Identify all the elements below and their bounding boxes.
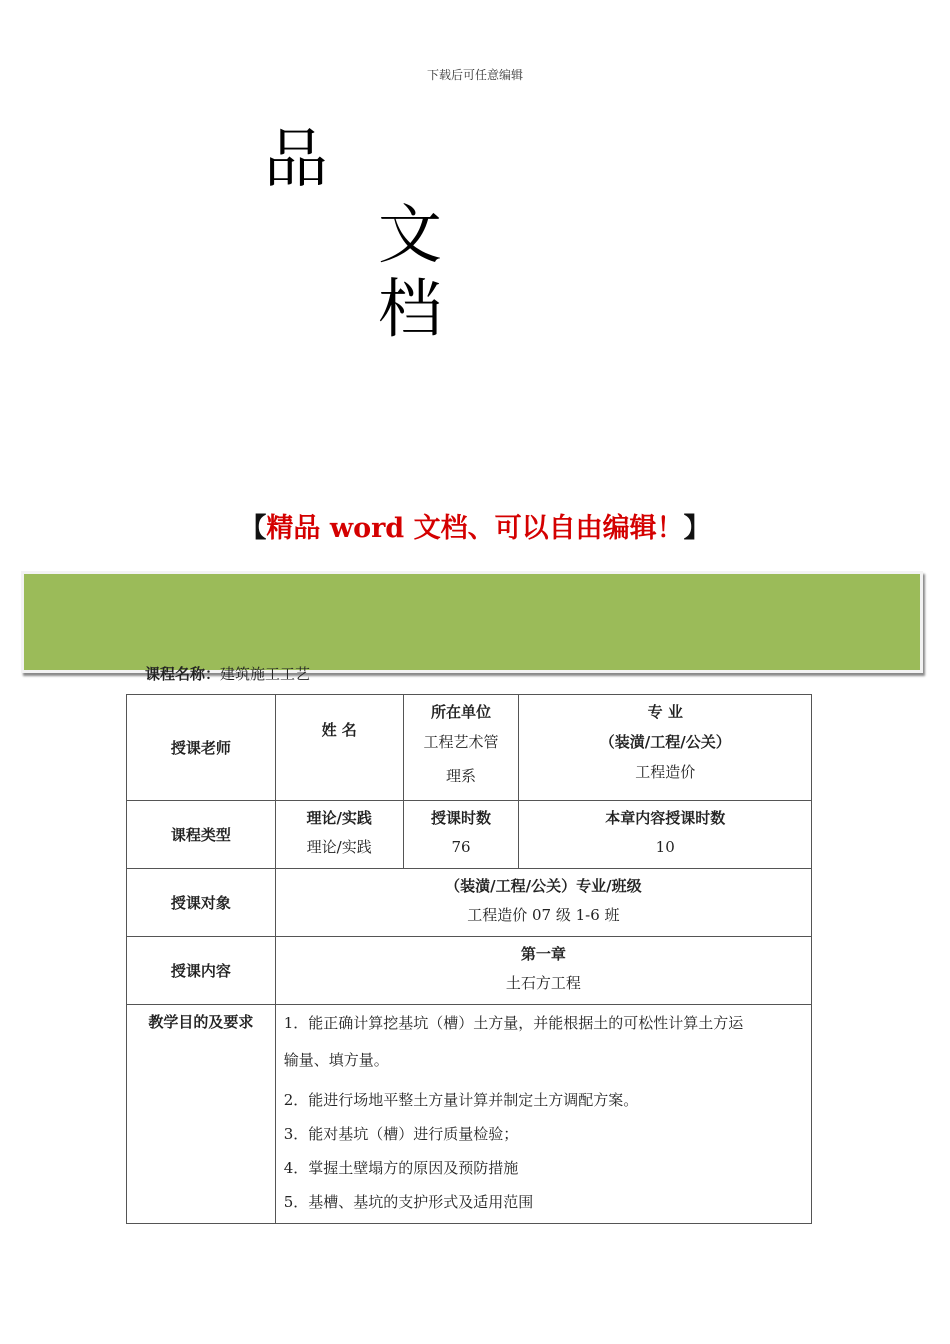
content-value: 土石方工程	[505, 974, 581, 992]
goal-item: 4．掌握土壁塌方的原因及预防措施	[283, 1159, 519, 1177]
green-header-box	[21, 571, 923, 673]
goal-item: 1．能正确计算挖基坑（槽）土方量，并能根据土的可松性计算土方运	[283, 1014, 744, 1032]
hours-value: 76	[451, 838, 471, 856]
title-char-dang: 档	[378, 273, 442, 347]
unit-value-2: 理系	[446, 767, 477, 785]
banner-bracket-left: 【	[239, 513, 267, 544]
promo-banner	[0, 506, 950, 545]
table-row-teacher	[127, 695, 812, 801]
course-name-label: 课程名称：	[145, 665, 221, 683]
goals-label: 教学目的及要求	[127, 1005, 276, 1224]
goal-item: 3．能对基坑（槽）进行质量检验；	[283, 1125, 519, 1143]
course-name-line	[145, 663, 310, 684]
unit-cell	[403, 695, 519, 801]
audience-label: 授课对象	[127, 869, 276, 937]
banner-text: 精品 word 文档、可以自由编辑！	[266, 513, 684, 544]
hours-label: 授课时数	[431, 809, 492, 827]
goal-item: 输量、填方量。	[283, 1051, 389, 1069]
type-cell	[275, 801, 403, 869]
table-row-goals	[127, 1005, 812, 1224]
course-type-label: 课程类型	[127, 801, 276, 869]
table-row-audience	[127, 869, 812, 937]
unit-value-1: 工程艺术管	[423, 733, 499, 751]
major-value: 工程造价	[635, 763, 696, 781]
audience-value: 工程造价 07 级 1-6 班	[467, 906, 620, 924]
table-row-course-type	[127, 801, 812, 869]
goals-cell	[275, 1005, 811, 1224]
type-value: 理论/实践	[306, 838, 372, 856]
major-sub-label: （装潢/工程/公关）	[599, 733, 731, 751]
content-label: 授课内容	[127, 937, 276, 1005]
chapter-hours-cell	[519, 801, 812, 869]
title-char-wen: 文	[378, 199, 442, 273]
course-name-value: 建筑施工工艺	[220, 665, 311, 683]
chapter-hours-label: 本章内容授课时数	[605, 809, 726, 827]
major-label: 专 业	[647, 703, 683, 721]
content-heading: 第一章	[520, 945, 566, 963]
name-label: 姓 名	[321, 721, 357, 739]
goal-item: 2．能进行场地平整土方量计算并制定土方调配方案。	[283, 1091, 639, 1109]
type-label: 理论/实践	[306, 809, 372, 827]
hours-cell	[403, 801, 519, 869]
audience-cell	[275, 869, 811, 937]
goal-item: 5．基槽、基坑的支护形式及适用范围	[283, 1193, 534, 1211]
table-row-content	[127, 937, 812, 1005]
content-cell	[275, 937, 811, 1005]
unit-label: 所在单位	[431, 703, 492, 721]
audience-heading: （装潢/工程/公关）专业/班级	[445, 877, 642, 895]
major-cell	[519, 695, 812, 801]
course-info-table	[126, 694, 812, 1224]
name-cell	[275, 695, 403, 801]
chapter-hours-value: 10	[655, 838, 675, 856]
banner-bracket-right: 】	[683, 513, 711, 544]
teacher-label: 授课老师	[127, 695, 276, 801]
title-char-pin: 品	[264, 123, 328, 197]
page-header-note: 下载后可任意编辑	[426, 68, 523, 82]
